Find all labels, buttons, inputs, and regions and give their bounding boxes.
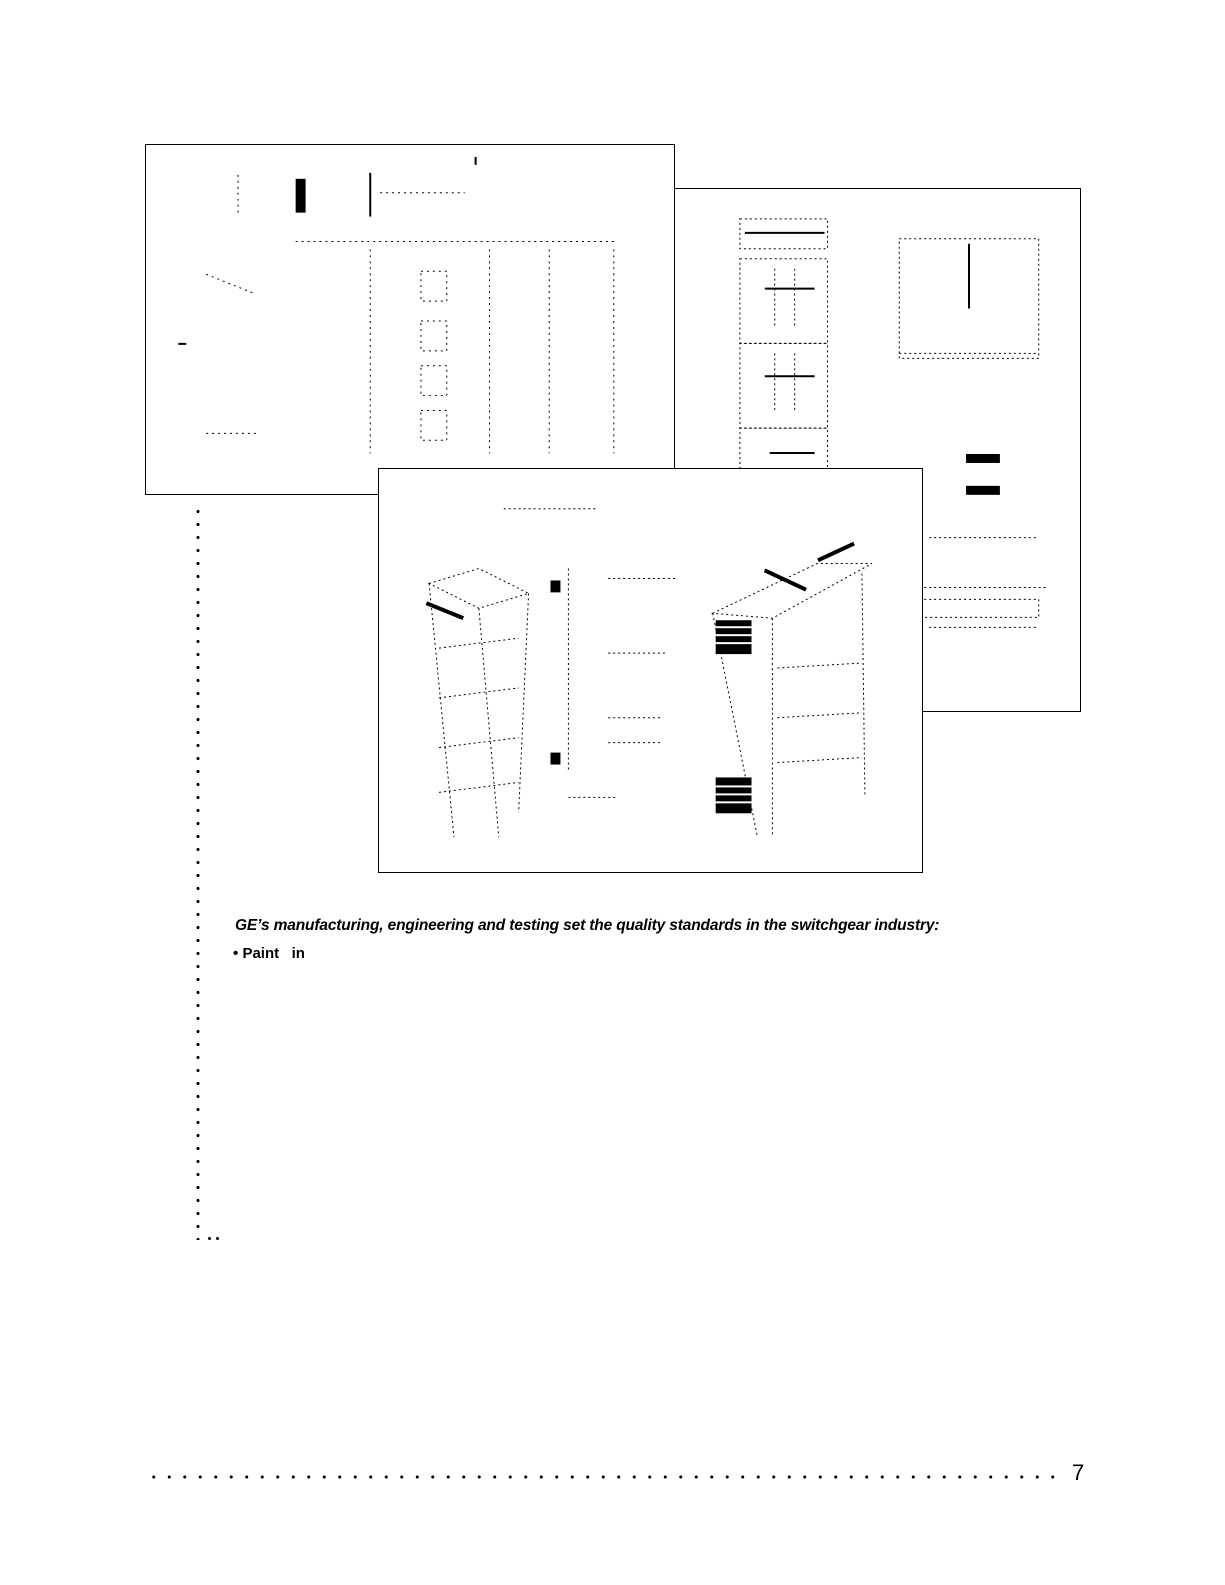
- one-line-diagram: [146, 145, 674, 494]
- bullet-item: [233, 945, 305, 962]
- isometric-drawing-sheet: [378, 468, 923, 873]
- footer-dotted-rule: [146, 1475, 1066, 1479]
- page-number: 7: [1072, 1460, 1085, 1485]
- isometric-drawing: [379, 469, 922, 872]
- corner-dot: [216, 1237, 219, 1240]
- caption-heading: GE’s manufacturing, engineering and testing set the quality standards in the switchgear industry:: [235, 917, 940, 934]
- bullet-mark: •: [233, 945, 239, 962]
- vertical-dotted-rule: [196, 505, 200, 1240]
- bullet-text: Paint in: [242, 945, 305, 962]
- corner-dot: [208, 1237, 211, 1240]
- one-line-diagram-sheet: [145, 144, 675, 495]
